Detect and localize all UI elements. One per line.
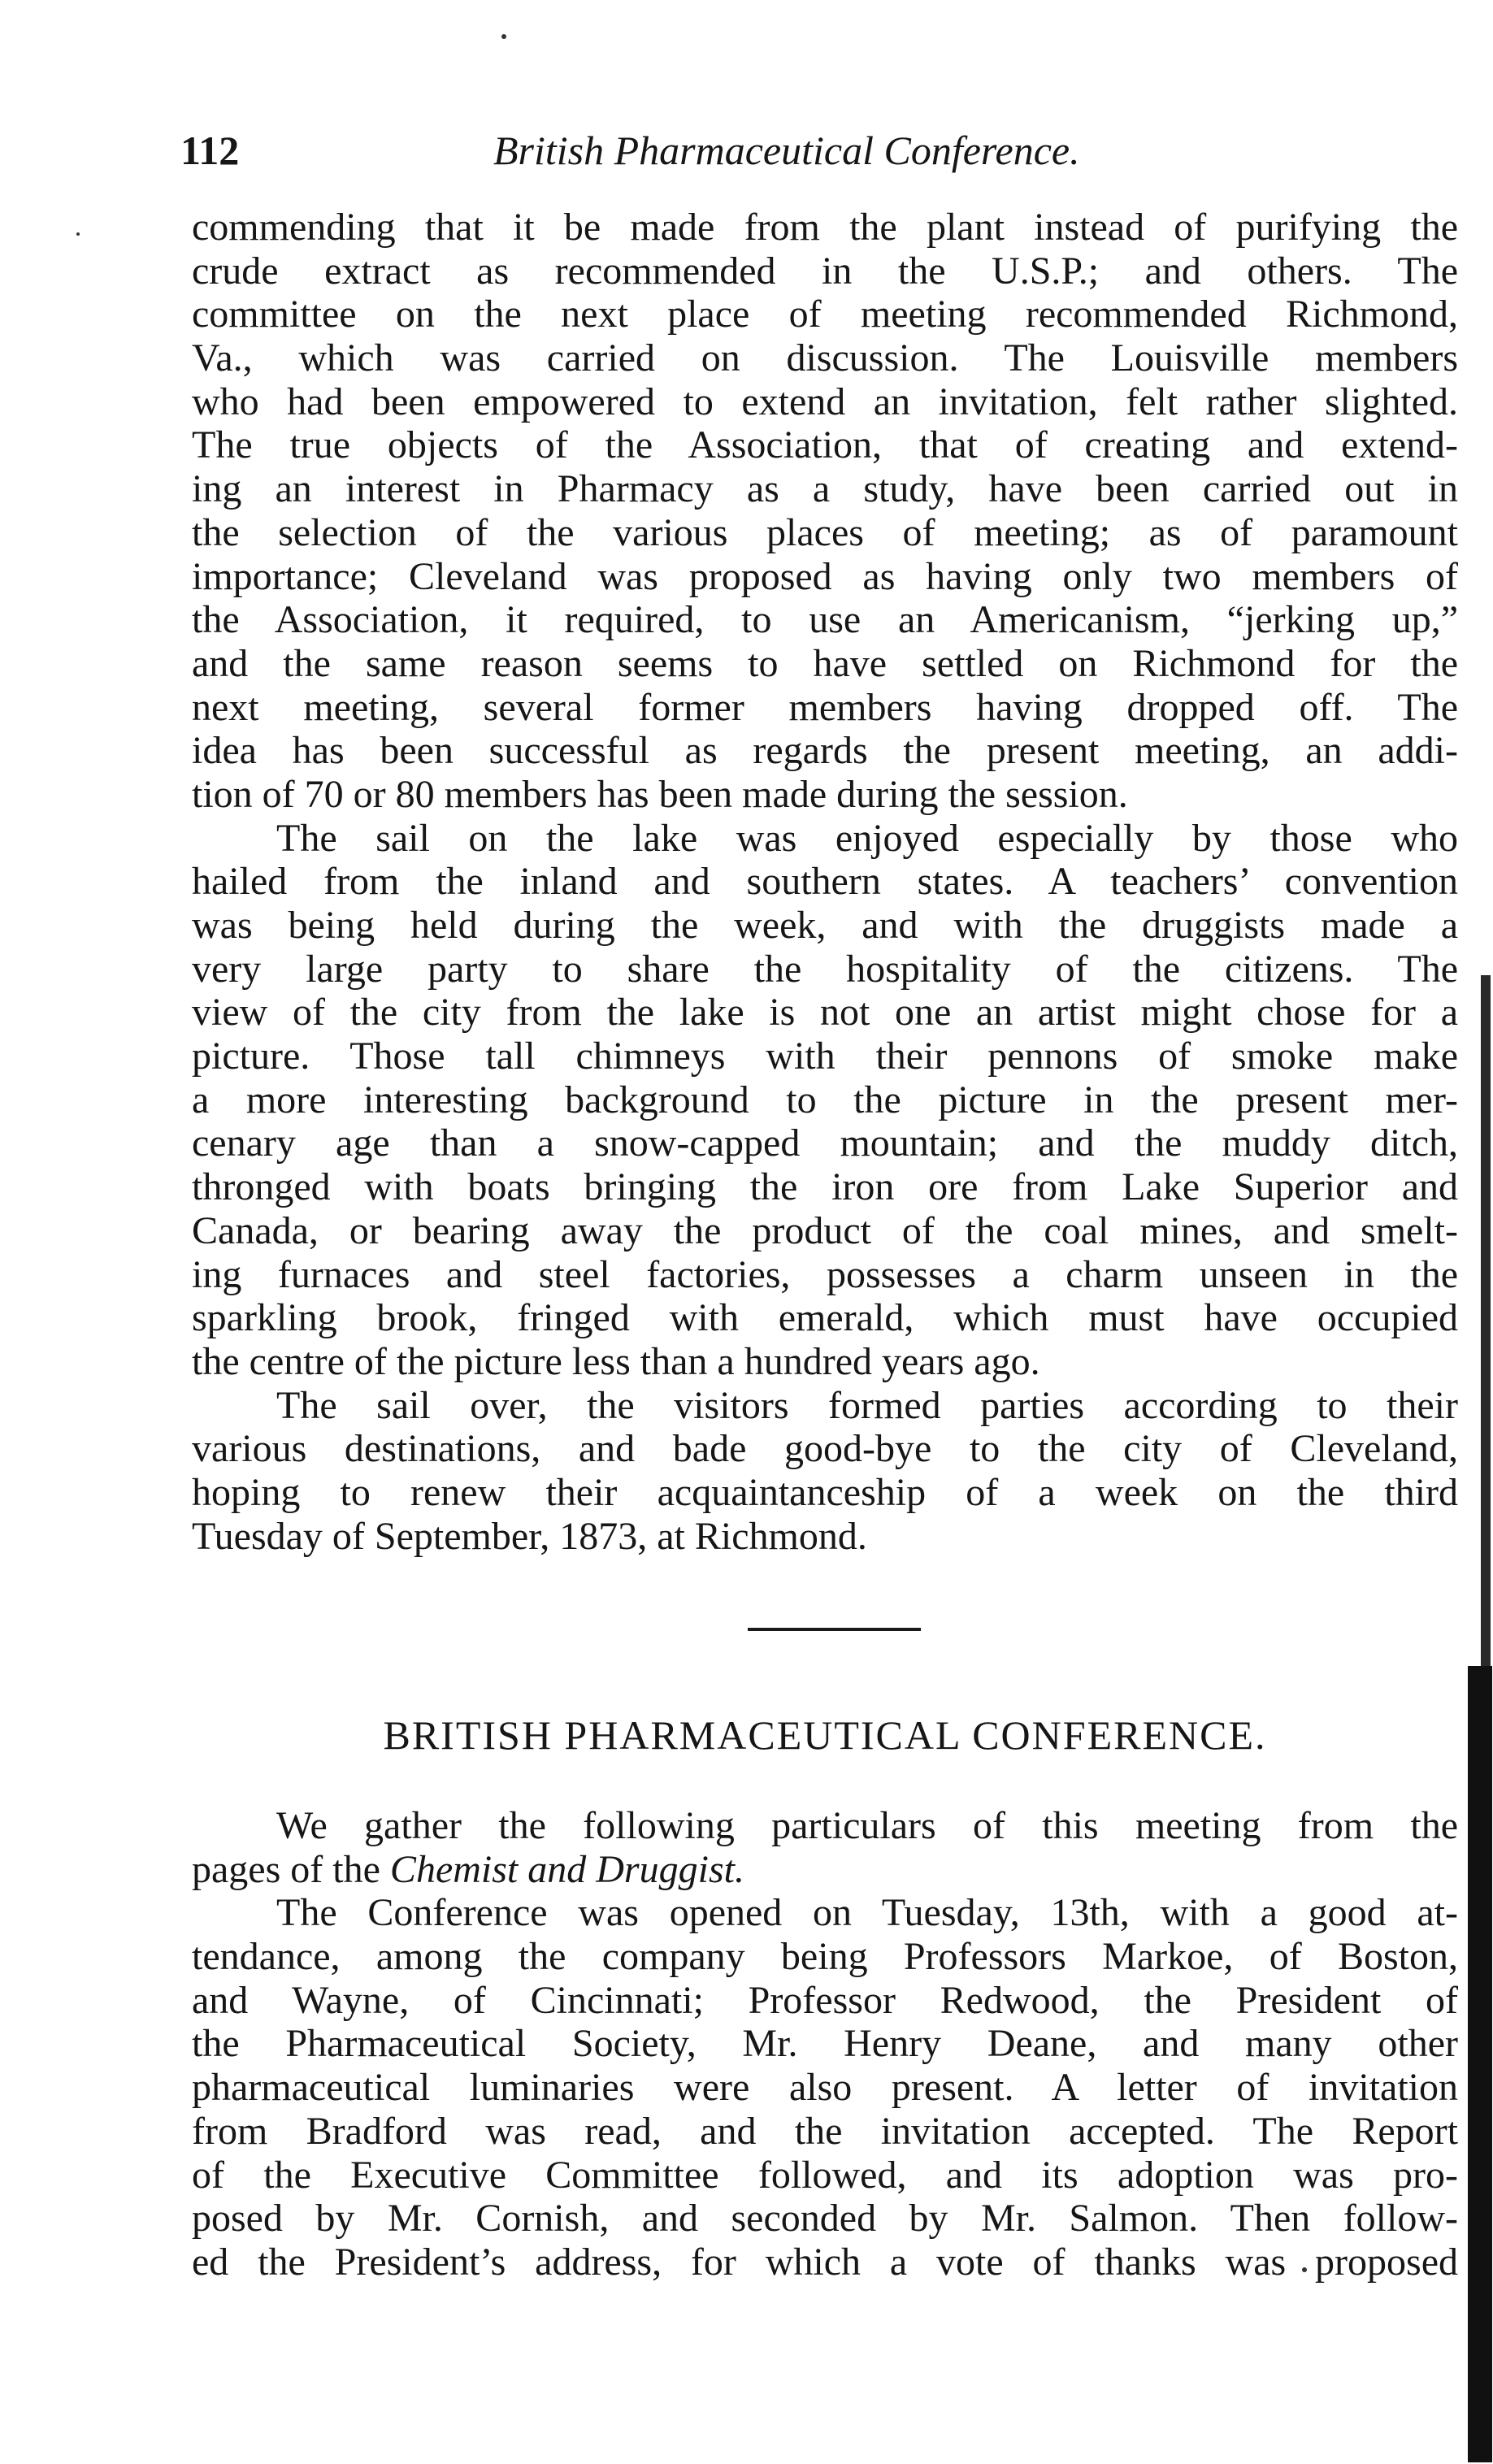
text-line: commending that it be made from the plant instead of purifying the (192, 206, 1458, 249)
text-line: hoping to renew their acquaintanceship of a week on the third (192, 1470, 1458, 1514)
section-divider-rule (748, 1628, 921, 1631)
text-line: The sail over, the visitors formed parties according to their (276, 1383, 1458, 1427)
text-line: picture. Those tall chimneys with their pennons of smoke make (192, 1035, 1458, 1078)
text-line: idea has been successful as regards the present meeting, an addi- (192, 729, 1458, 773)
text-line: pharmaceutical luminaries were also present. A letter of invitation (192, 2066, 1458, 2110)
text-line: We gather the following particulars of this meeting from the (276, 1804, 1458, 1847)
section-title: BRITISH PHARMACEUTICAL CONFERENCE. (383, 1712, 1267, 1758)
text-line: sparkling brook, fringed with emerald, which must have occupied (192, 1296, 1458, 1340)
text-line: hailed from the inland and southern states. A teachers’ convention (192, 860, 1458, 904)
text-line: the Association, it required, to use an Americanism, “jerking up,” (192, 598, 1458, 642)
text-line: was being held during the week, and with the druggists made a (192, 904, 1458, 947)
text-line: and the same reason seems to have settled on Richmond for the (192, 641, 1458, 685)
text-line: and Wayne, of Cincinnati; Professor Redwood, the President of (192, 1978, 1458, 2022)
text-line: committee on the next place of meeting recommended Richmond, (192, 293, 1458, 336)
text-line: ing an interest in Pharmacy as a study, have been carried out in (192, 467, 1458, 511)
text-line: cenary age than a snow-capped mountain; and the muddy ditch, (192, 1121, 1458, 1165)
running-title: British Pharmaceutical Conference. (493, 128, 1080, 173)
text-line: thronged with boats bringing the iron ore from Lake Superior and (192, 1165, 1458, 1209)
text-line: very large party to share the hospitality of the citizens. The (192, 947, 1458, 991)
text-line: of the Executive Committee followed, and its adoption was pro- (192, 2153, 1458, 2197)
body-text-part-1 (192, 206, 1458, 1558)
page-header (180, 122, 1237, 179)
text-line: view of the city from the lake is not one an artist might chose for a (192, 991, 1458, 1035)
text-run: pages of the (192, 1847, 390, 1891)
text-line: importance; Cleveland was proposed as having only two members of (192, 554, 1458, 598)
text-line: the selection of the various places of meeting; as of paramount (192, 510, 1458, 554)
text-line: The true objects of the Association, that of creating and extend- (192, 423, 1458, 467)
body-text-part-2 (192, 1804, 1458, 2284)
text-line: The Conference was opened on Tuesday, 13th, with a good at- (276, 1891, 1458, 1935)
text-line: various destinations, and bade good-bye to the city of Cleveland, (192, 1427, 1458, 1471)
text-line: The sail on the lake was enjoyed especially by those who (276, 816, 1458, 860)
print-speck (76, 232, 80, 236)
page-number: 112 (180, 128, 240, 173)
scan-edge-shadow (1468, 1666, 1492, 2462)
publication-title: Chemist and Druggist. (389, 1847, 744, 1891)
text-line: Va., which was carried on discussion. The Louisville members (192, 336, 1458, 380)
text-line: from Bradford was read, and the invitation accepted. The Report (192, 2109, 1458, 2153)
text-line: Canada, or bearing away the product of the coal mines, and smelt- (192, 1208, 1458, 1252)
text-line: ing furnaces and steel factories, possesses a charm unseen in the (192, 1252, 1458, 1296)
text-line: tendance, among the company being Professors Markoe, of Boston, (192, 1935, 1458, 1979)
scan-edge-shadow (1481, 975, 1491, 1666)
text-line (192, 1848, 1458, 1892)
text-line: who had been empowered to extend an invitation, felt rather slighted. (192, 380, 1458, 423)
text-line: posed by Mr. Cornish, and seconded by Mr. Salmon. Then follow- (192, 2197, 1458, 2241)
text-line: a more interesting background to the picture in the present mer- (192, 1078, 1458, 1121)
text-line: the centre of the picture less than a hundred years ago. (192, 1339, 1040, 1383)
print-speck (501, 34, 506, 39)
text-line: the Pharmaceutical Society, Mr. Henry Deane, and many other (192, 2022, 1458, 2066)
text-line: Tuesday of September, 1873, at Richmond. (192, 1514, 867, 1558)
text-line: tion of 70 or 80 members has been made during the session. (192, 772, 1128, 816)
text-line: next meeting, several former members having dropped off. The (192, 685, 1458, 729)
text-line: crude extract as recommended in the U.S.P.; and others. The (192, 249, 1458, 293)
text-line: ed the President’s address, for which a vote of thanks was proposed (192, 2240, 1458, 2284)
